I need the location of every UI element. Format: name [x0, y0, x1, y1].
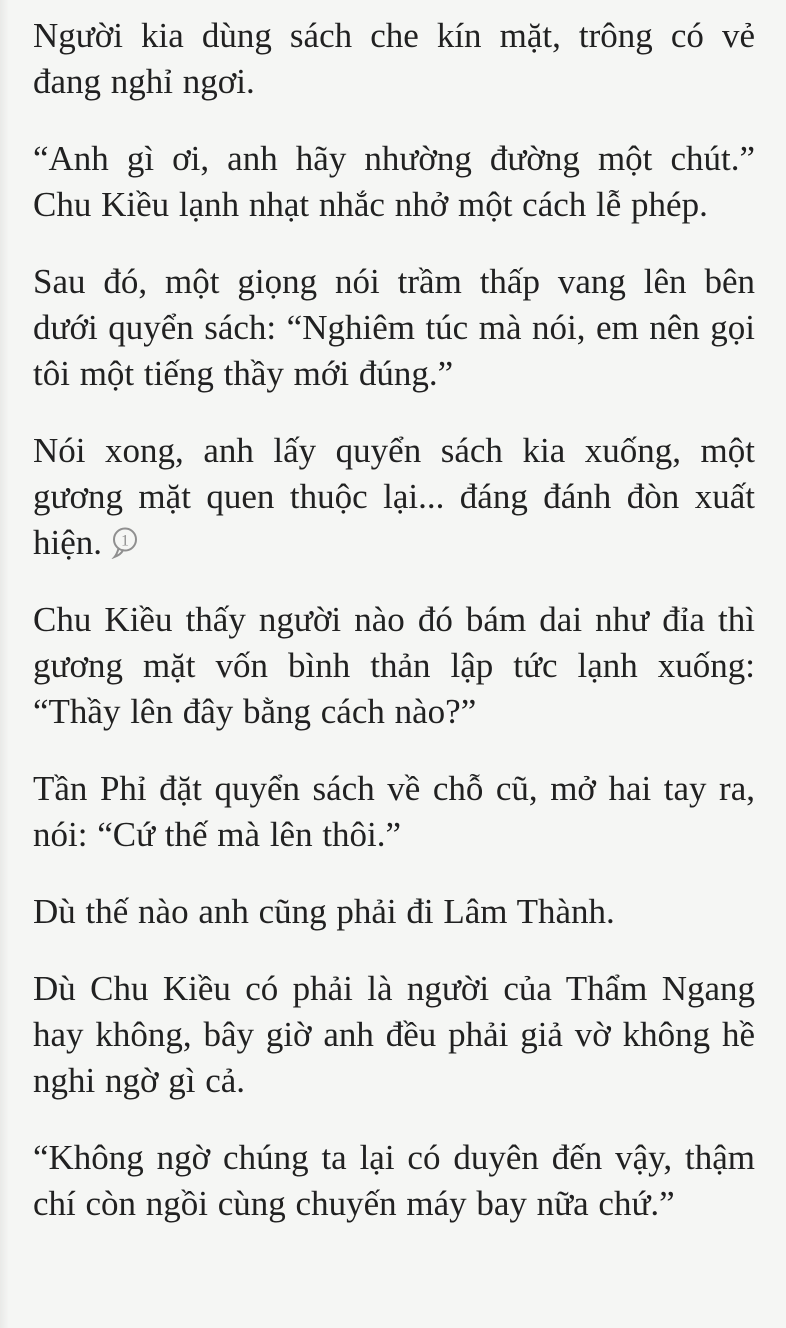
paragraph: “Không ngờ chúng ta lại có duyên đến vậy, thậm chí còn ngồi cùng chuyến máy bay nữa chứ.”: [33, 1138, 755, 1223]
paragraph: Sau đó, một giọng nói trầm thấp vang lên bên dưới quyển sách: “Nghiêm túc mà nói, em nên gọi tôi một tiếng thầy mới đúng.”: [33, 262, 755, 393]
paragraph-text: Nói xong, anh lấy quyển sách kia xuống, một gương mặt quen thuộc lại... đáng đánh đòn xuất hiện.: [33, 431, 755, 562]
paragraph: Chu Kiều thấy người nào đó bám dai như đỉa thì gương mặt vốn bình thản lập tức lạnh xuống: “Thầy lên đây bằng cách nào?”: [33, 600, 755, 731]
paragraph: Dù Chu Kiều có phải là người của Thẩm Ngang hay không, bây giờ anh đều phải giả vờ không hề nghi ngờ gì cả.: [33, 969, 755, 1100]
paragraph: Tần Phỉ đặt quyển sách về chỗ cũ, mở hai tay ra, nói: “Cứ thế mà lên thôi.”: [33, 769, 755, 854]
paragraph: [33, 428, 755, 566]
paragraph: Người kia dùng sách che kín mặt, trông có vẻ đang nghỉ ngơi.: [33, 16, 755, 101]
footnote-bubble-icon[interactable]: [109, 526, 140, 559]
paragraph: Dù thế nào anh cũng phải đi Lâm Thành.: [33, 892, 615, 931]
footnote-number: 1: [121, 532, 130, 550]
paragraph: “Anh gì ơi, anh hãy nhường đường một chút.” Chu Kiều lạnh nhạt nhắc nhở một cách lễ phép.: [33, 139, 755, 224]
